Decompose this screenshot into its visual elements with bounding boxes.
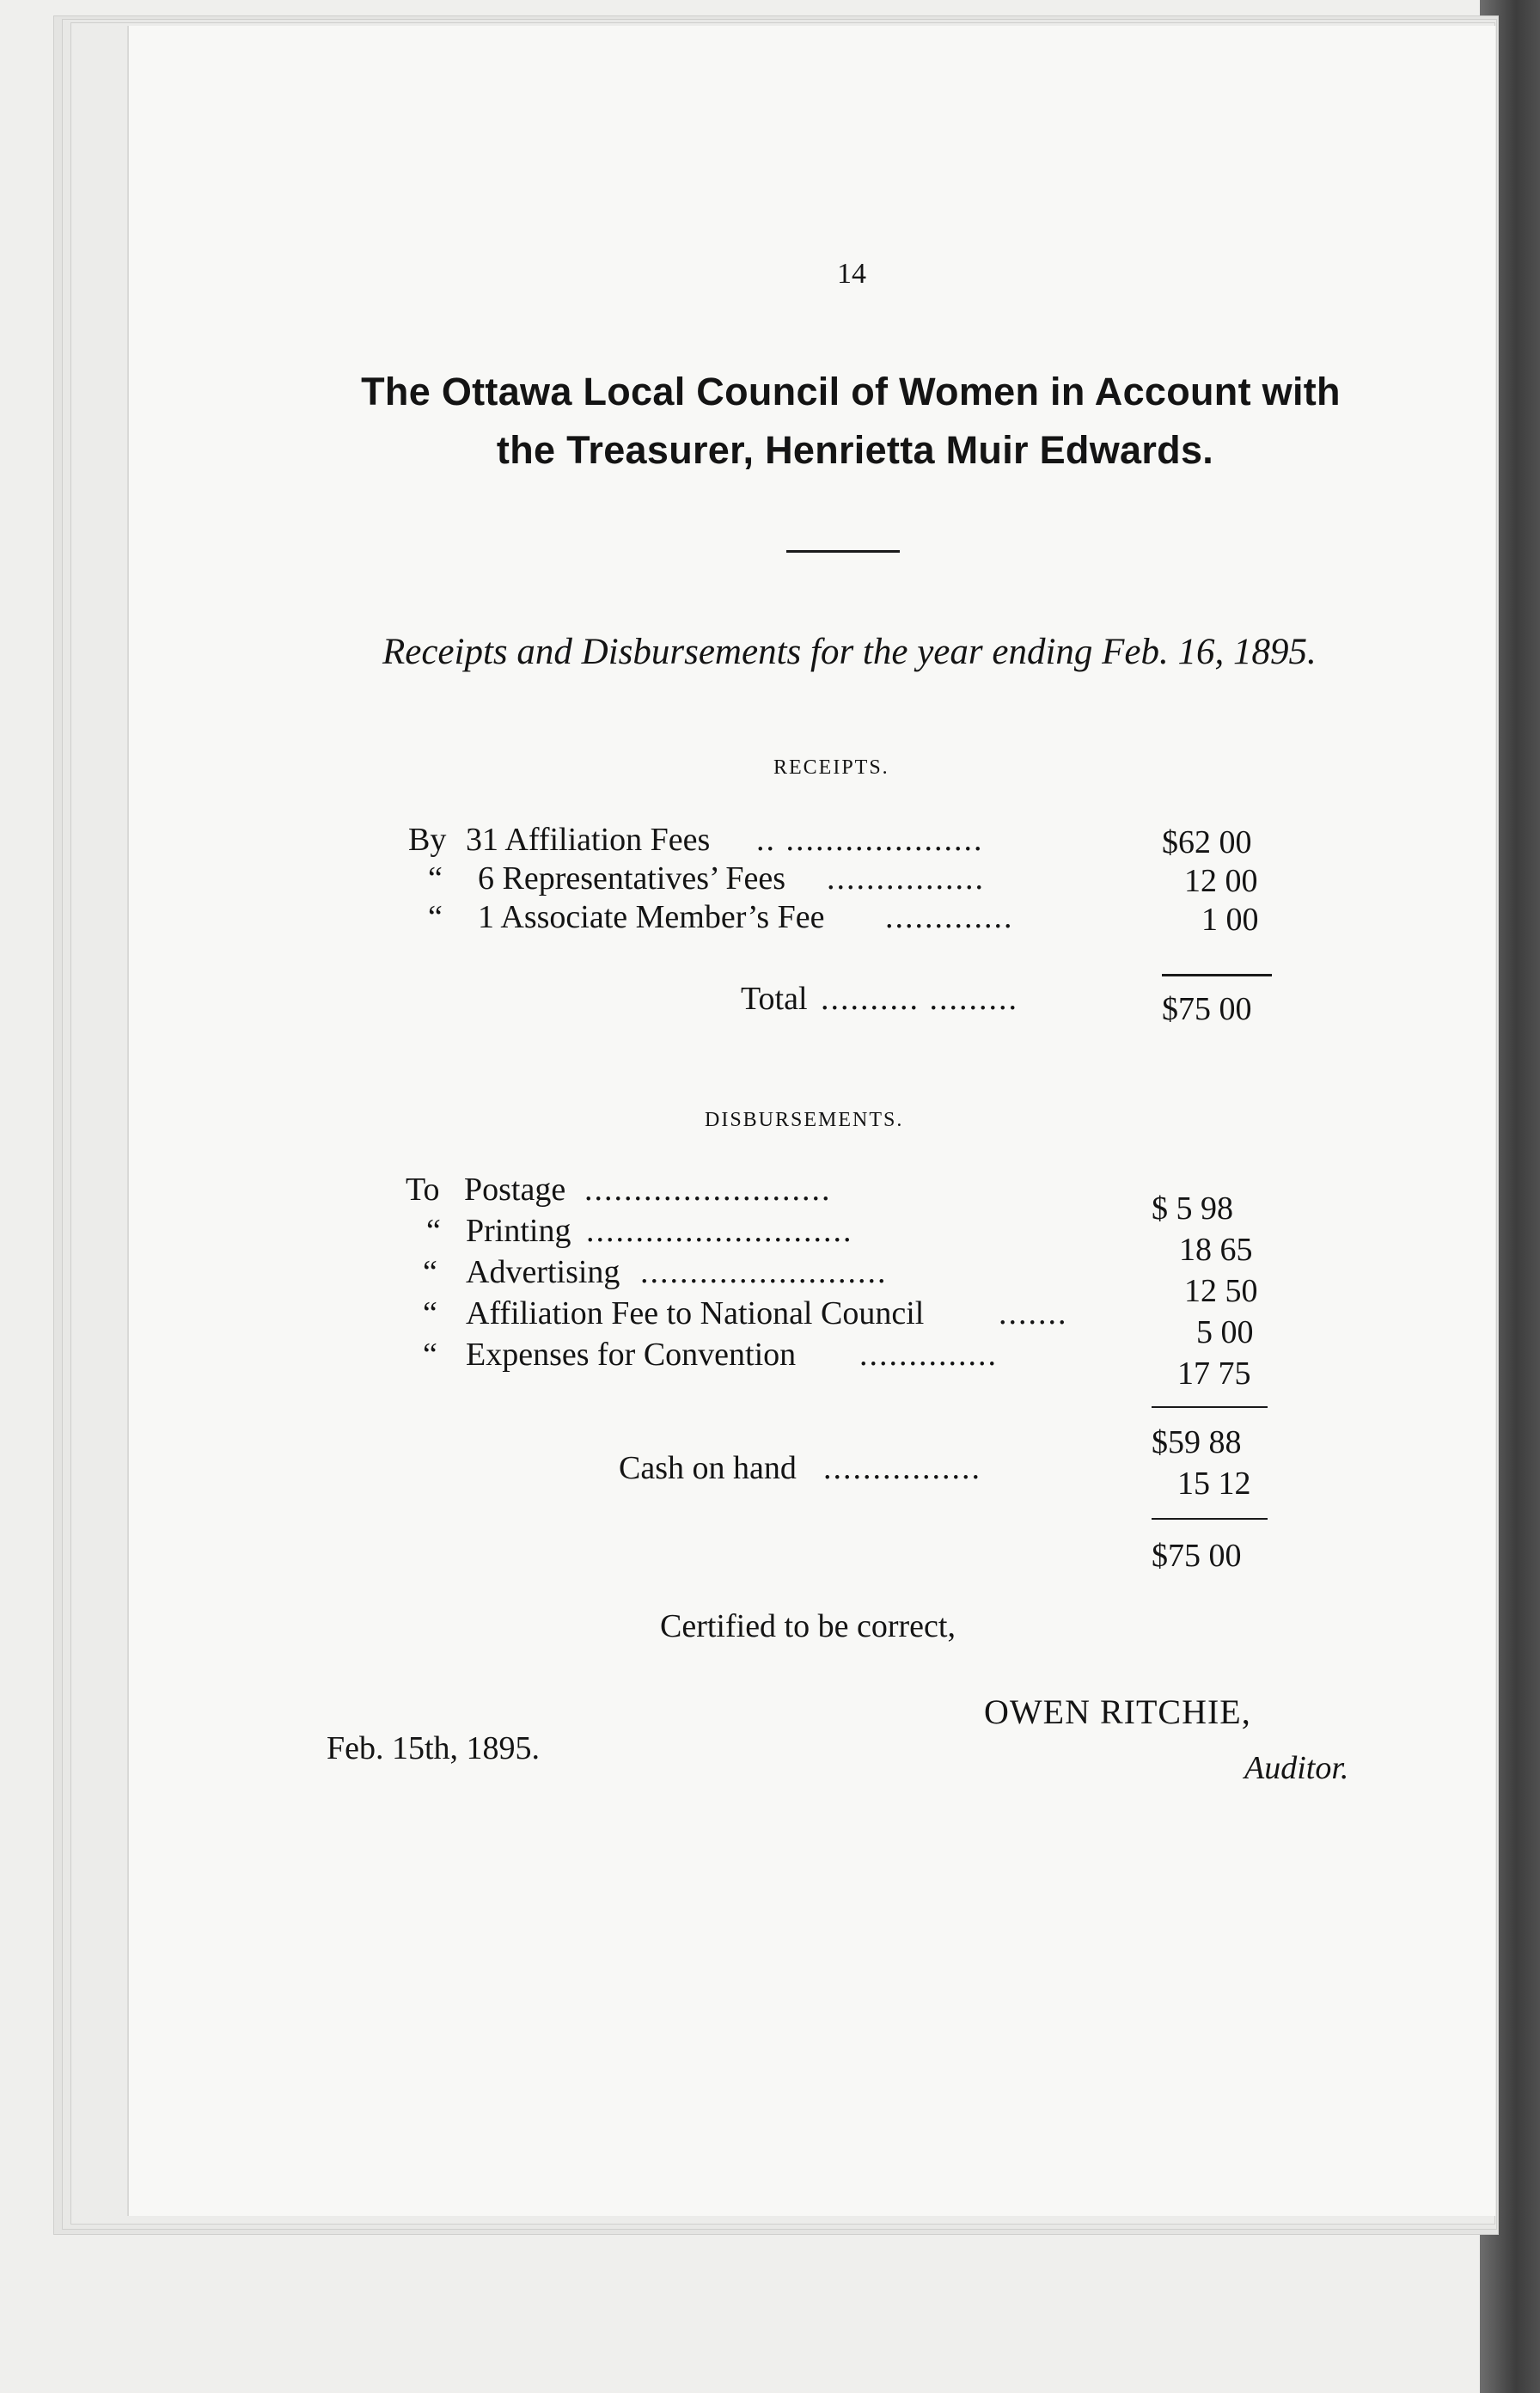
row-prefix: “: [426, 1213, 441, 1249]
row-amount: 18 65: [1179, 1232, 1253, 1268]
disbursements-subtotal: $59 88: [1152, 1424, 1242, 1460]
total-amount: $75 00: [1162, 991, 1252, 1027]
receipts-sum-line: [1162, 974, 1272, 976]
account-subtitle: Receipts and Disbursements for the year ending Feb. 16, 1895.: [382, 632, 1317, 672]
row-prefix: “: [423, 1295, 437, 1331]
grand-total-sum-line: [1152, 1518, 1268, 1520]
row-label: Advertising: [466, 1254, 620, 1290]
leader-dots: .........................: [640, 1254, 888, 1290]
leader-dots: .......: [999, 1295, 1068, 1331]
title-divider: [786, 550, 900, 553]
receipts-heading: RECEIPTS.: [773, 756, 889, 779]
leader-dots: ................: [823, 1450, 981, 1486]
row-prefix: “: [428, 899, 443, 935]
row-amount: 12 00: [1184, 863, 1258, 899]
cash-label: Cash on hand: [619, 1450, 797, 1486]
leader-dots: ................: [827, 860, 985, 897]
row-amount: 12 50: [1184, 1273, 1258, 1309]
disbursements-sum-line: [1152, 1406, 1268, 1408]
leader-dots: ..............: [859, 1337, 998, 1373]
leader-dots: .............: [885, 899, 1014, 935]
row-prefix: “: [423, 1337, 437, 1373]
total-label: Total: [741, 981, 808, 1017]
row-prefix: To: [406, 1172, 440, 1208]
signing-date: Feb. 15th, 1895.: [327, 1730, 541, 1766]
leader-dots: .........................: [584, 1172, 832, 1208]
page-number: 14: [837, 258, 866, 290]
row-amount: 5 00: [1196, 1314, 1254, 1350]
row-label: Affiliation Fee to National Council: [466, 1295, 925, 1331]
disbursements-heading: DISBURSEMENTS.: [705, 1109, 904, 1131]
row-amount: $ 5 98: [1152, 1190, 1233, 1227]
row-prefix: “: [423, 1254, 437, 1290]
document-title-line-1: The Ottawa Local Council of Women in Account with: [361, 370, 1341, 413]
leader-dots: ...........................: [586, 1213, 853, 1249]
row-label: 6 Representatives’ Fees: [478, 860, 786, 897]
leader-dots: .. ....................: [756, 822, 984, 858]
row-label: Expenses for Convention: [466, 1337, 797, 1373]
auditor-title: Auditor.: [1244, 1750, 1349, 1786]
certification-text: Certified to be correct,: [660, 1608, 956, 1644]
row-label: 31 Affiliation Fees: [466, 822, 711, 858]
row-label: Printing: [466, 1213, 571, 1249]
row-label: 1 Associate Member’s Fee: [478, 899, 825, 935]
document-title-line-2: the Treasurer, Henrietta Muir Edwards.: [496, 428, 1214, 472]
cash-amount: 15 12: [1177, 1466, 1251, 1502]
row-amount: $62 00: [1162, 824, 1252, 860]
row-prefix: By: [408, 822, 447, 858]
auditor-name: OWEN RITCHIE,: [984, 1692, 1251, 1731]
row-amount: 17 75: [1177, 1356, 1251, 1392]
grand-total-amount: $75 00: [1152, 1538, 1242, 1574]
leader-dots: .......... .........: [821, 981, 1018, 1017]
row-prefix: “: [428, 860, 443, 897]
row-amount: 1 00: [1201, 902, 1259, 938]
row-label: Postage: [464, 1172, 566, 1208]
